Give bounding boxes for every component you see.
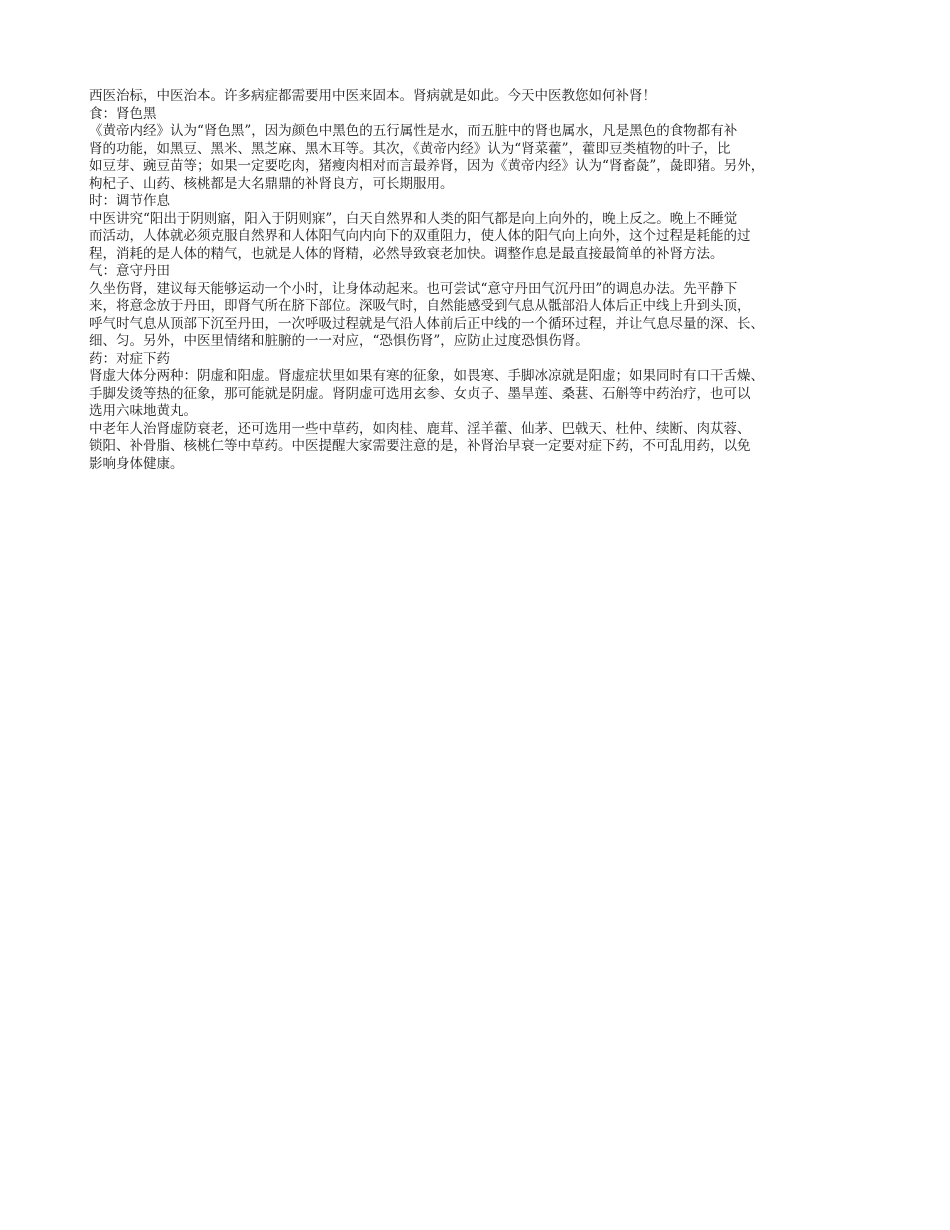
document-body: [89, 88, 889, 473]
paragraph-line: 而活动，人体就必须克服自然界和人体阳气向内向下的双重阻力，使人体的阳气向上向外，这个过程是耗能的过: [89, 228, 751, 244]
section-heading-food: 食：肾色黑: [89, 105, 157, 122]
section-heading-time: 时：调节作息: [89, 193, 170, 209]
paragraph-line: 影响身体健康。: [89, 455, 184, 472]
paragraph-line: 如豆芽、豌豆苗等；如果一定要吃肉，猪瘦肉相对而言最养肾，因为《黄帝内经》认为“肾畜彘”，彘即猪。另外，: [89, 158, 765, 174]
paragraph-line: 中医讲究“阳出于阴则寤，阳入于阴则寐”，白天自然界和人类的阳气都是向上向外的，晚上反之。晚上不睡觉: [89, 210, 738, 227]
section-heading-medicine: 药：对症下药: [89, 350, 170, 367]
paragraph-line: 程，消耗的是人体的精气，也就是人体的肾精，必然导致衰老加快。调整作息是最直接最简单的补肾方法。: [89, 245, 724, 262]
paragraph-line: 来，将意念放于丹田，即肾气所在脐下部位。深吸气时，自然能感受到气息从骶部沿人体后正中线上升到头顶，: [89, 298, 751, 314]
paragraph-line: 肾的功能，如黑豆、黑米、黑芝麻、黑木耳等。其次，《黄帝内经》认为“肾菜藿”，藿即豆类植物的叶子，比: [89, 140, 731, 157]
paragraph-line: 锁阳、补骨脂、核桃仁等中草药。中医提醒大家需要注意的是，补肾治早衰一定要对症下药，不可乱用药，以免: [89, 438, 751, 454]
paragraph-line: 选用六味地黄丸。: [89, 403, 197, 419]
paragraph-line: 枸杞子、山药、核桃都是大名鼎鼎的补肾良方，可长期服用。: [89, 175, 454, 192]
paragraph-line: 呼气时气息从顶部下沉至丹田，一次呼吸过程就是气沿人体前后正中线的一个循环过程，并让气息尽量的深、长、: [89, 315, 764, 332]
paragraph-line: 细、匀。另外，中医里情绪和脏腑的一一对应，“恐惧伤肾”，应防止过度恐惧伤肾。: [89, 333, 589, 349]
paragraph-line: 手脚发烫等热的征象，那可能就是阴虚。肾阴虚可选用玄参、女贞子、墨旱莲、桑葚、石斛等中药治疗，也可以: [89, 385, 751, 402]
paragraph-line: 肾虚大体分两种：阴虚和阳虚。肾虚症状里如果有寒的征象，如畏寒、手脚冰凉就是阳虚；如果同时有口干舌燥、: [89, 368, 764, 384]
paragraph-line: 《黄帝内经》认为“肾色黑”，因为颜色中黑色的五行属性是水，而五脏中的肾也属水，凡是黑色的食物都有补: [89, 123, 738, 139]
intro-line: 西医治标，中医治本。许多病症都需要用中医来固本。肾病就是如此。今天中医教您如何补肾！: [89, 88, 656, 104]
paragraph-line: 久坐伤肾，建议每天能够运动一个小时，让身体动起来。也可尝试“意守丹田气沉丹田”的调息办法。先平静下: [89, 280, 738, 297]
section-heading-qi: 气：意守丹田: [89, 263, 170, 279]
paragraph-line: 中老年人治肾虚防衰老，还可选用一些中草药，如肉桂、鹿茸、淫羊藿、仙茅、巴戟天、杜仲、续断、肉苁蓉、: [89, 420, 751, 437]
